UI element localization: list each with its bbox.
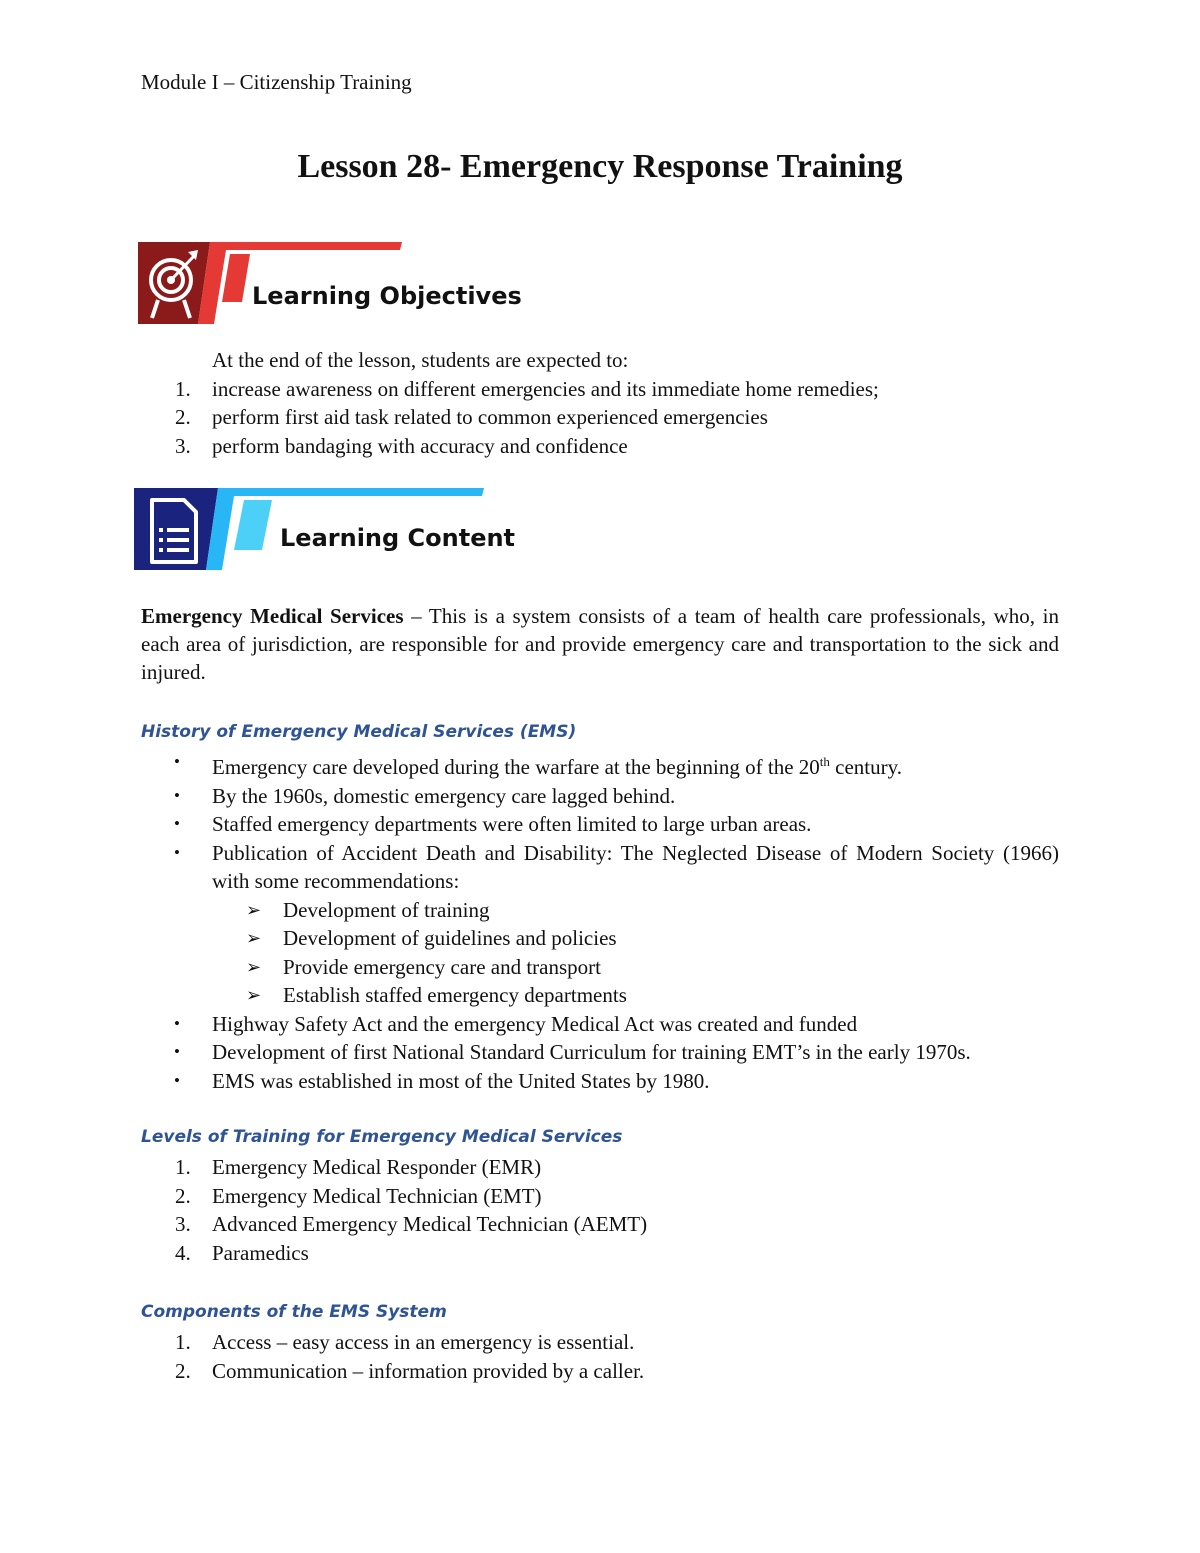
list-text: Development of training	[283, 897, 490, 922]
list-number: 3.	[175, 1212, 191, 1236]
bullet-icon: •	[174, 1070, 180, 1090]
list-item	[141, 1010, 1059, 1039]
list-item	[141, 1357, 1059, 1386]
list-number: 2.	[175, 405, 191, 429]
list-number: 3.	[175, 433, 191, 458]
list-text: perform first aid task related to common experienced emergencies	[212, 405, 768, 429]
list-item	[141, 782, 1059, 811]
list-number: 1.	[175, 1155, 191, 1179]
list-number: 4.	[175, 1240, 191, 1265]
list-number: 1.	[175, 1330, 191, 1354]
list-item	[212, 981, 1059, 1010]
content-banner	[134, 488, 554, 572]
list-text: Establish staffed emergency departments	[283, 983, 627, 1007]
components-heading: Components of the EMS System	[141, 1302, 447, 1322]
list-item	[141, 748, 1059, 782]
list-text: perform bandaging with accuracy and confidence	[212, 433, 628, 458]
list-text: Advanced Emergency Medical Technician (AEMT)	[212, 1212, 648, 1236]
list-text: Development of first National Standard Curriculum for training EMT’s in the early 1970s.	[212, 1040, 971, 1064]
running-header: Module I – Citizenship Training	[141, 70, 412, 94]
list-item	[212, 924, 1059, 953]
list-item	[212, 896, 1059, 925]
objectives-heading: Learning Objectives	[252, 282, 522, 310]
bullet-icon: •	[174, 1042, 180, 1061]
arrow-bullet-icon: ➢	[246, 899, 262, 920]
list-item	[141, 1210, 1059, 1239]
list-text: Publication of Accident Death and Disability: The Neglected Disease of Modern Society (1966) with some recommendations:	[212, 840, 1059, 893]
objectives-list	[141, 375, 1059, 461]
bullet-icon: •	[174, 752, 180, 771]
list-item	[141, 1067, 1059, 1096]
list-item	[212, 953, 1059, 982]
bullet-icon: •	[174, 842, 180, 862]
components-section	[141, 1300, 1059, 1385]
history-section	[141, 720, 1059, 1095]
list-text: Provide emergency care and transport	[283, 954, 601, 979]
arrow-bullet-icon: ➢	[246, 985, 262, 1005]
list-item	[141, 375, 1059, 404]
recommendations-list	[212, 896, 1059, 1010]
components-list	[141, 1328, 1059, 1385]
superscript: th	[819, 754, 830, 769]
list-item	[141, 1182, 1059, 1211]
list-item	[141, 839, 1059, 1010]
levels-heading: Levels of Training for Emergency Medical Services	[141, 1127, 623, 1147]
list-text: Emergency Medical Responder (EMR)	[212, 1155, 542, 1179]
list-text: By the 1960s, domestic emergency care lagged behind.	[212, 783, 676, 808]
ems-definition-text: – This is a system consists of a team of health care professionals, who, in each area of jurisdiction, are responsible for and provide emergency care and transportation to the sick and injured.	[141, 604, 1059, 684]
arrow-bullet-icon: ➢	[246, 956, 262, 977]
list-number: 2.	[175, 1183, 191, 1208]
list-text: century.	[829, 755, 903, 779]
list-item	[141, 1153, 1059, 1182]
list-text: Staffed emergency departments were often limited to large urban areas.	[212, 812, 812, 836]
list-number: 1.	[175, 376, 191, 401]
list-text: Emergency care developed during the warfare at the beginning of the 20	[212, 755, 820, 779]
list-text: Paramedics	[212, 1240, 309, 1265]
list-item	[141, 432, 1059, 461]
objectives-intro: At the end of the lesson, students are expected to:	[212, 348, 629, 372]
list-item	[141, 1239, 1059, 1268]
list-item	[141, 1038, 1059, 1067]
ems-definition	[141, 602, 1059, 686]
list-text: increase awareness on different emergencies and its immediate home remedies;	[212, 376, 879, 401]
list-text: Highway Safety Act and the emergency Medical Act was created and funded	[212, 1011, 858, 1036]
list-item	[141, 403, 1059, 432]
bullet-icon: •	[174, 785, 180, 805]
list-text: Development of guidelines and policies	[283, 926, 617, 950]
list-item	[141, 1328, 1059, 1357]
lesson-title: Lesson 28- Emergency Response Training	[297, 148, 903, 185]
history-heading: History of Emergency Medical Services (EMS)	[141, 722, 577, 742]
list-text: Emergency Medical Technician (EMT)	[212, 1183, 542, 1208]
list-item	[141, 810, 1059, 839]
arrow-bullet-icon: ➢	[246, 928, 262, 948]
levels-list	[141, 1153, 1059, 1267]
bullet-icon: •	[174, 1013, 180, 1033]
objectives-section	[141, 346, 1059, 460]
levels-section	[141, 1125, 1059, 1267]
list-number: 2.	[175, 1358, 191, 1383]
list-text: EMS was established in most of the United States by 1980.	[212, 1068, 710, 1093]
history-list	[141, 748, 1059, 1095]
objectives-banner	[138, 242, 538, 326]
content-heading: Learning Content	[280, 524, 516, 552]
ems-term: Emergency Medical Services	[141, 604, 404, 628]
bullet-icon: •	[174, 814, 180, 833]
list-text: Communication – information provided by a caller.	[212, 1358, 645, 1383]
list-text: Access – easy access in an emergency is essential.	[212, 1330, 635, 1354]
